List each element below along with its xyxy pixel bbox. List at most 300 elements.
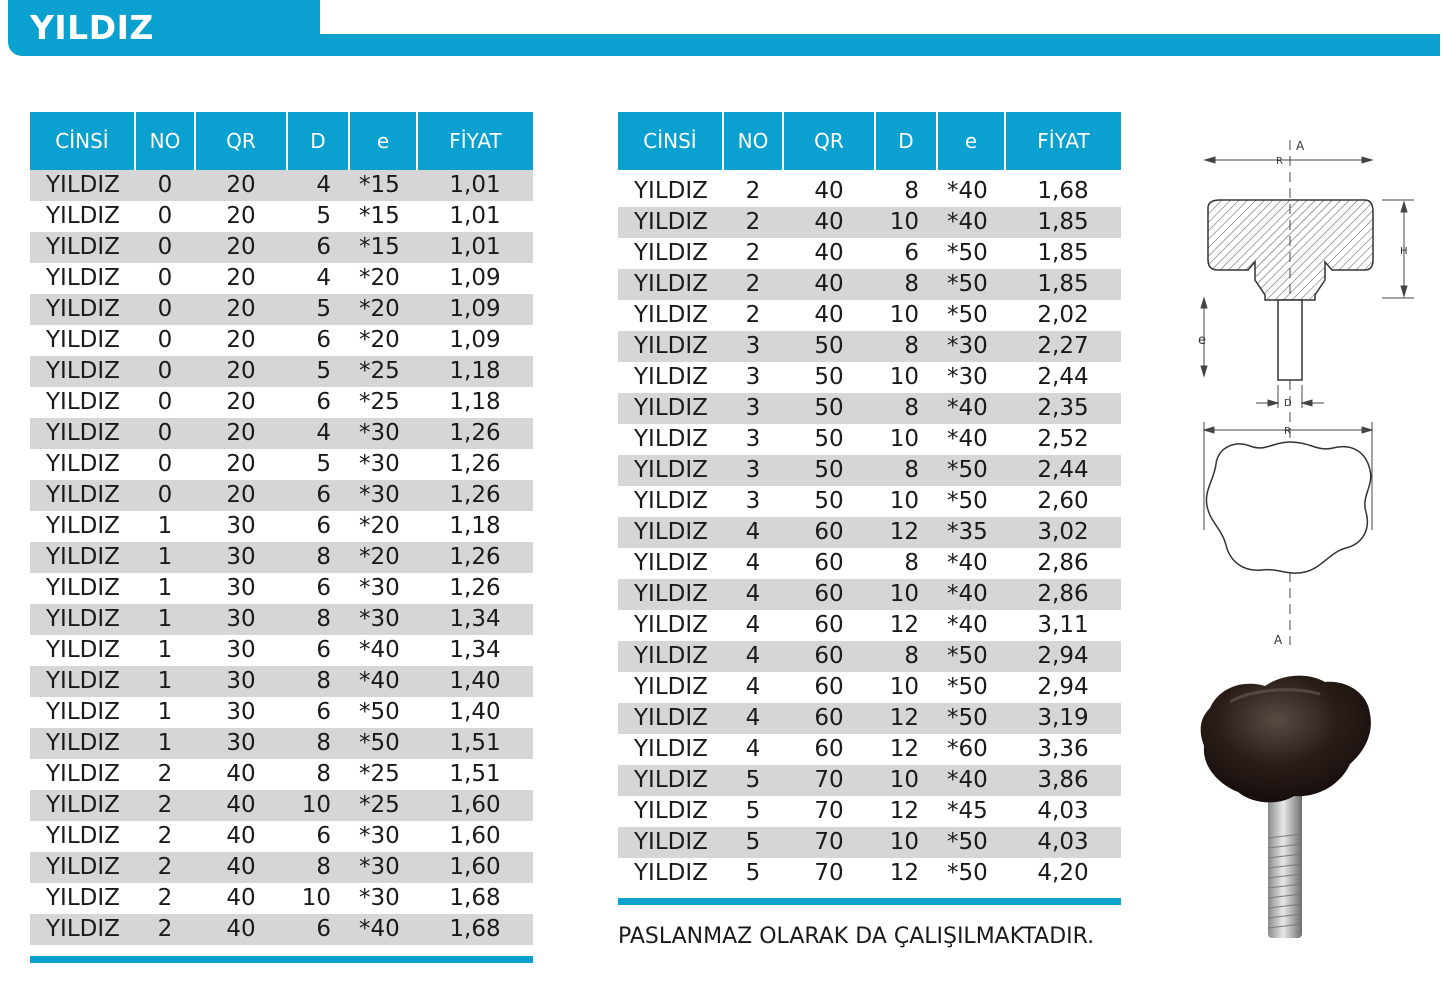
cell-qr: 40 xyxy=(195,852,287,883)
table-row xyxy=(30,852,533,883)
cell-d: 4 xyxy=(287,170,349,201)
cell-e: *50 xyxy=(947,240,988,266)
cell-fiyat: 3,02 xyxy=(1005,517,1121,548)
cell-qr: 60 xyxy=(783,579,875,610)
drawing-label-a-bottom: A xyxy=(1274,633,1283,647)
table-row xyxy=(618,170,1121,207)
cell-fiyat: 1,26 xyxy=(417,480,533,511)
cell-d: 12 xyxy=(889,860,919,886)
cell-e: *30 xyxy=(947,364,988,390)
cell-cinsi: YILDIZ xyxy=(30,418,135,449)
cell-e: *20 xyxy=(359,513,400,539)
cell-cinsi: YILDIZ xyxy=(618,331,723,362)
cell-e: *35 xyxy=(937,517,1005,548)
cell-d: 6 xyxy=(316,389,331,415)
cell-no: 0 xyxy=(157,389,173,415)
cell-fiyat: 1,60 xyxy=(417,790,533,821)
col-header-fiyat: FİYAT xyxy=(1005,112,1121,170)
cell-no: 4 xyxy=(723,703,783,734)
cell-cinsi: YILDIZ xyxy=(30,480,135,511)
cell-cinsi: YILDIZ xyxy=(46,823,120,849)
col-header-d: D xyxy=(875,112,937,170)
col-header-qr: QR xyxy=(783,112,875,170)
cell-fiyat: 2,60 xyxy=(1037,488,1089,514)
table-row xyxy=(30,542,533,573)
drawing-label-r-top: R xyxy=(1276,156,1283,167)
cell-no: 2 xyxy=(157,885,173,911)
cell-fiyat: 1,26 xyxy=(417,542,533,573)
cell-d: 8 xyxy=(904,550,919,576)
cell-qr: 40 xyxy=(814,302,844,328)
cell-e: *25 xyxy=(359,761,400,787)
cell-cinsi: YILDIZ xyxy=(634,178,708,204)
cell-qr: 40 xyxy=(814,178,844,204)
table-row xyxy=(30,201,533,232)
cell-e: *30 xyxy=(937,331,1005,362)
cell-no: 5 xyxy=(723,827,783,858)
cell-d: 8 xyxy=(287,542,349,573)
cell-cinsi: YILDIZ xyxy=(46,513,120,539)
cell-fiyat: 2,86 xyxy=(1037,550,1089,576)
table-row xyxy=(618,858,1121,889)
table-row xyxy=(618,238,1121,269)
cell-no: 1 xyxy=(157,513,173,539)
cell-e: *40 xyxy=(349,666,417,697)
cell-d: 6 xyxy=(316,513,331,539)
cell-e: *40 xyxy=(937,579,1005,610)
cell-d: 12 xyxy=(889,612,919,638)
cell-no: 5 xyxy=(723,765,783,796)
table-row xyxy=(618,734,1121,765)
cell-qr: 20 xyxy=(195,232,287,263)
cell-qr: 30 xyxy=(226,513,256,539)
cell-cinsi: YILDIZ xyxy=(46,265,120,291)
cell-d: 8 xyxy=(875,455,937,486)
cell-no: 2 xyxy=(135,852,195,883)
cell-e: *50 xyxy=(937,641,1005,672)
table-row xyxy=(30,604,533,635)
drawing-label-r-mid: R xyxy=(1284,426,1291,437)
stainless-note: PASLANMAZ OLARAK DA ÇALIŞILMAKTADIR. xyxy=(618,924,1095,949)
cell-fiyat: 1,09 xyxy=(449,265,501,291)
cell-cinsi: YILDIZ xyxy=(634,860,708,886)
cell-cinsi: YILDIZ xyxy=(634,426,708,452)
table-row xyxy=(30,294,533,325)
cell-d: 5 xyxy=(287,294,349,325)
table-row xyxy=(30,511,533,542)
cell-fiyat: 2,52 xyxy=(1037,426,1089,452)
cell-e: *40 xyxy=(947,612,988,638)
table-row xyxy=(30,263,533,294)
cell-e: *15 xyxy=(349,170,417,201)
cell-cinsi: YILDIZ xyxy=(634,612,708,638)
cell-cinsi: YILDIZ xyxy=(46,327,120,353)
cell-no: 3 xyxy=(723,455,783,486)
cell-e: *40 xyxy=(359,637,400,663)
cell-fiyat: 1,01 xyxy=(449,203,501,229)
cell-qr: 50 xyxy=(783,455,875,486)
cell-no: 2 xyxy=(745,302,761,328)
cell-fiyat: 1,26 xyxy=(417,418,533,449)
cell-d: 8 xyxy=(875,269,937,300)
cell-fiyat: 1,51 xyxy=(417,728,533,759)
cell-no: 2 xyxy=(135,914,195,945)
cell-qr: 30 xyxy=(195,604,287,635)
cell-fiyat: 1,40 xyxy=(449,699,501,725)
cell-e: *50 xyxy=(947,674,988,700)
cell-no: 2 xyxy=(157,761,173,787)
cell-no: 1 xyxy=(135,666,195,697)
cell-qr: 20 xyxy=(195,170,287,201)
cell-cinsi: YILDIZ xyxy=(634,550,708,576)
cell-e: *50 xyxy=(349,728,417,759)
cell-d: 5 xyxy=(316,203,331,229)
cell-fiyat: 3,86 xyxy=(1005,765,1121,796)
table-row xyxy=(618,517,1121,548)
cell-e: *20 xyxy=(359,265,400,291)
cell-e: *30 xyxy=(359,451,400,477)
cell-no: 4 xyxy=(723,579,783,610)
cell-fiyat: 1,09 xyxy=(449,327,501,353)
cell-no: 2 xyxy=(723,269,783,300)
table-row xyxy=(618,672,1121,703)
table-row xyxy=(30,449,533,480)
cell-cinsi: YILDIZ xyxy=(618,641,723,672)
cell-no: 4 xyxy=(745,612,761,638)
table-left-bottom-rule xyxy=(30,956,533,963)
col-header-no: NO xyxy=(135,112,195,170)
cell-e: *30 xyxy=(349,604,417,635)
cell-fiyat: 1,18 xyxy=(417,356,533,387)
cell-fiyat: 1,60 xyxy=(449,823,501,849)
cell-fiyat: 3,19 xyxy=(1005,703,1121,734)
cell-d: 10 xyxy=(875,207,937,238)
cell-d: 8 xyxy=(287,604,349,635)
cell-e: *30 xyxy=(359,885,400,911)
cell-d: 6 xyxy=(316,823,331,849)
cell-fiyat: 1,68 xyxy=(449,885,501,911)
cell-fiyat: 2,35 xyxy=(1005,393,1121,424)
cell-no: 0 xyxy=(135,232,195,263)
cell-qr: 20 xyxy=(226,265,256,291)
cell-no: 0 xyxy=(157,327,173,353)
cell-d: 8 xyxy=(287,852,349,883)
cell-qr: 40 xyxy=(226,761,256,787)
cell-qr: 30 xyxy=(195,666,287,697)
cell-fiyat: 1,18 xyxy=(449,513,501,539)
cell-e: *50 xyxy=(359,699,400,725)
cell-cinsi: YILDIZ xyxy=(618,827,723,858)
cell-fiyat: 1,85 xyxy=(1005,207,1121,238)
cell-no: 4 xyxy=(723,641,783,672)
cell-d: 10 xyxy=(889,674,919,700)
cell-d: 6 xyxy=(316,637,331,663)
cell-no: 4 xyxy=(745,550,761,576)
cell-d: 4 xyxy=(287,418,349,449)
table-header-row xyxy=(30,112,533,170)
header-tab xyxy=(8,0,320,56)
cell-cinsi: YILDIZ xyxy=(634,798,708,824)
cell-fiyat: 1,26 xyxy=(449,451,501,477)
table-row xyxy=(30,573,533,604)
cell-qr: 40 xyxy=(783,207,875,238)
cell-fiyat: 2,27 xyxy=(1005,331,1121,362)
table-row xyxy=(30,232,533,263)
cell-fiyat: 1,34 xyxy=(449,637,501,663)
table-row xyxy=(30,170,533,201)
header-bar-cut xyxy=(306,0,1442,34)
cell-cinsi: YILDIZ xyxy=(30,728,135,759)
cell-qr: 30 xyxy=(226,575,256,601)
cell-cinsi: YILDIZ xyxy=(46,203,120,229)
table-header-row xyxy=(618,112,1121,170)
cell-d: 4 xyxy=(316,265,331,291)
technical-drawing xyxy=(1190,130,1420,655)
table-row xyxy=(618,796,1121,827)
cell-fiyat: 4,03 xyxy=(1037,798,1089,824)
cell-cinsi: YILDIZ xyxy=(30,170,135,201)
cell-no: 0 xyxy=(157,451,173,477)
cell-qr: 70 xyxy=(783,765,875,796)
cell-e: *20 xyxy=(349,294,417,325)
table-row xyxy=(618,703,1121,734)
cell-cinsi: YILDIZ xyxy=(30,542,135,573)
table-row xyxy=(618,331,1121,362)
cell-cinsi: YILDIZ xyxy=(618,455,723,486)
cell-cinsi: YILDIZ xyxy=(618,703,723,734)
cell-qr: 60 xyxy=(783,641,875,672)
cell-qr: 20 xyxy=(226,327,256,353)
cell-e: *60 xyxy=(947,736,988,762)
table-row xyxy=(618,765,1121,796)
cell-qr: 50 xyxy=(814,426,844,452)
cell-e: *50 xyxy=(947,302,988,328)
cell-d: 12 xyxy=(875,703,937,734)
cell-qr: 20 xyxy=(195,480,287,511)
cell-qr: 60 xyxy=(783,703,875,734)
cell-d: 6 xyxy=(904,240,919,266)
cell-d: 10 xyxy=(889,426,919,452)
cell-e: *40 xyxy=(947,426,988,452)
cell-no: 3 xyxy=(745,426,761,452)
cell-e: *40 xyxy=(947,550,988,576)
cell-no: 2 xyxy=(745,178,761,204)
cell-e: *30 xyxy=(349,480,417,511)
cell-cinsi: YILDIZ xyxy=(46,637,120,663)
cell-qr: 20 xyxy=(195,356,287,387)
cell-qr: 70 xyxy=(783,827,875,858)
table-row xyxy=(30,666,533,697)
cell-d: 12 xyxy=(875,517,937,548)
cell-fiyat: 1,26 xyxy=(449,575,501,601)
cell-qr: 30 xyxy=(195,542,287,573)
cell-e: *15 xyxy=(349,232,417,263)
cell-no: 1 xyxy=(157,575,173,601)
table-row xyxy=(618,207,1121,238)
cell-no: 0 xyxy=(157,265,173,291)
cell-fiyat: 1,68 xyxy=(417,914,533,945)
table-row xyxy=(618,827,1121,858)
cell-d: 8 xyxy=(316,761,331,787)
cell-fiyat: 4,03 xyxy=(1005,827,1121,858)
cell-no: 2 xyxy=(745,240,761,266)
cell-d: 6 xyxy=(316,327,331,353)
cell-fiyat: 1,18 xyxy=(449,389,501,415)
table-row xyxy=(618,610,1121,641)
cell-no: 1 xyxy=(157,699,173,725)
table-row xyxy=(618,300,1121,331)
table-row xyxy=(30,914,533,945)
table-row xyxy=(618,362,1121,393)
table-row xyxy=(618,548,1121,579)
cell-d: 10 xyxy=(287,790,349,821)
table-row xyxy=(30,356,533,387)
cell-d: 6 xyxy=(287,914,349,945)
cell-cinsi: YILDIZ xyxy=(30,914,135,945)
col-header-e: e xyxy=(349,112,417,170)
cell-fiyat: 1,68 xyxy=(1037,178,1089,204)
cell-fiyat: 1,85 xyxy=(1037,240,1089,266)
cell-fiyat: 2,02 xyxy=(1037,302,1089,328)
cell-cinsi: YILDIZ xyxy=(634,364,708,390)
table-row xyxy=(618,579,1121,610)
table-row xyxy=(618,486,1121,517)
cell-cinsi: YILDIZ xyxy=(618,765,723,796)
table-row xyxy=(618,424,1121,455)
cell-d: 10 xyxy=(875,827,937,858)
cell-e: *50 xyxy=(937,827,1005,858)
cell-fiyat: 1,34 xyxy=(417,604,533,635)
cell-no: 2 xyxy=(135,790,195,821)
cell-e: *50 xyxy=(937,455,1005,486)
cell-qr: 50 xyxy=(814,364,844,390)
cell-no: 3 xyxy=(745,488,761,514)
cell-e: *20 xyxy=(359,327,400,353)
cell-fiyat: 1,60 xyxy=(417,852,533,883)
cell-qr: 40 xyxy=(195,914,287,945)
cell-qr: 40 xyxy=(814,240,844,266)
drawing-label-e: e xyxy=(1198,333,1206,348)
cell-d: 8 xyxy=(875,641,937,672)
cell-no: 2 xyxy=(723,207,783,238)
col-header-e: e xyxy=(937,112,1005,170)
cell-qr: 30 xyxy=(226,637,256,663)
cell-cinsi: YILDIZ xyxy=(46,389,120,415)
cell-e: *50 xyxy=(937,269,1005,300)
col-header-cinsi: CİNSİ xyxy=(618,112,723,170)
cell-e: *40 xyxy=(937,393,1005,424)
cell-qr: 20 xyxy=(195,418,287,449)
cell-d: 8 xyxy=(287,666,349,697)
drawing-label-a-top: A xyxy=(1296,139,1305,153)
cell-no: 0 xyxy=(157,203,173,229)
cell-fiyat: 2,44 xyxy=(1005,455,1121,486)
cell-d: 12 xyxy=(889,736,919,762)
cell-qr: 30 xyxy=(195,728,287,759)
cell-cinsi: YILDIZ xyxy=(618,269,723,300)
table-row xyxy=(618,393,1121,424)
table-row xyxy=(30,728,533,759)
table-row xyxy=(30,635,533,666)
cell-qr: 70 xyxy=(814,798,844,824)
cell-fiyat: 2,86 xyxy=(1005,579,1121,610)
cell-cinsi: YILDIZ xyxy=(634,674,708,700)
col-header-qr: QR xyxy=(195,112,287,170)
table-row xyxy=(30,418,533,449)
cell-fiyat: 2,94 xyxy=(1005,641,1121,672)
cell-qr: 20 xyxy=(226,389,256,415)
cell-qr: 60 xyxy=(814,550,844,576)
cell-qr: 20 xyxy=(226,203,256,229)
cell-fiyat: 1,01 xyxy=(417,232,533,263)
cell-no: 3 xyxy=(723,331,783,362)
cell-qr: 20 xyxy=(195,294,287,325)
cell-e: *20 xyxy=(349,542,417,573)
cell-no: 5 xyxy=(745,860,761,886)
cell-no: 4 xyxy=(723,517,783,548)
cell-no: 1 xyxy=(157,637,173,663)
drawing-label-d: D xyxy=(1284,398,1292,409)
cell-no: 4 xyxy=(745,736,761,762)
table-row xyxy=(618,455,1121,486)
cell-no: 3 xyxy=(745,364,761,390)
cell-d: 6 xyxy=(316,575,331,601)
col-header-cinsi: CİNSİ xyxy=(30,112,135,170)
cell-e: *30 xyxy=(359,823,400,849)
table-row xyxy=(30,325,533,356)
table-row xyxy=(30,697,533,728)
cell-qr: 50 xyxy=(783,331,875,362)
cell-d: 8 xyxy=(904,178,919,204)
price-table-right xyxy=(618,112,1121,889)
cell-fiyat: 2,94 xyxy=(1037,674,1089,700)
cell-cinsi: YILDIZ xyxy=(618,393,723,424)
cell-d: 8 xyxy=(287,728,349,759)
table-row xyxy=(30,883,533,914)
cell-no: 0 xyxy=(135,294,195,325)
cell-no: 0 xyxy=(135,418,195,449)
cell-e: *30 xyxy=(349,418,417,449)
cell-fiyat: 4,20 xyxy=(1037,860,1089,886)
cell-e: *50 xyxy=(947,860,988,886)
cell-qr: 60 xyxy=(783,517,875,548)
cell-cinsi: YILDIZ xyxy=(634,302,708,328)
cell-qr: 40 xyxy=(195,790,287,821)
cell-no: 5 xyxy=(745,798,761,824)
cell-cinsi: YILDIZ xyxy=(634,240,708,266)
table-row xyxy=(30,480,533,511)
cell-no: 1 xyxy=(135,604,195,635)
cell-cinsi: YILDIZ xyxy=(618,207,723,238)
cell-fiyat: 1,51 xyxy=(449,761,501,787)
cell-no: 3 xyxy=(723,393,783,424)
cell-qr: 40 xyxy=(226,823,256,849)
cell-no: 1 xyxy=(135,542,195,573)
cell-cinsi: YILDIZ xyxy=(46,699,120,725)
cell-qr: 50 xyxy=(783,393,875,424)
cell-e: *40 xyxy=(947,178,988,204)
cell-fiyat: 3,36 xyxy=(1037,736,1089,762)
cell-cinsi: YILDIZ xyxy=(30,294,135,325)
cell-e: *15 xyxy=(359,203,400,229)
cell-d: 6 xyxy=(287,480,349,511)
cell-fiyat: 2,44 xyxy=(1037,364,1089,390)
cell-d: 5 xyxy=(287,356,349,387)
drawing-label-h: H xyxy=(1400,246,1408,257)
cell-d: 10 xyxy=(875,765,937,796)
table-row xyxy=(30,821,533,852)
col-header-no: NO xyxy=(723,112,783,170)
